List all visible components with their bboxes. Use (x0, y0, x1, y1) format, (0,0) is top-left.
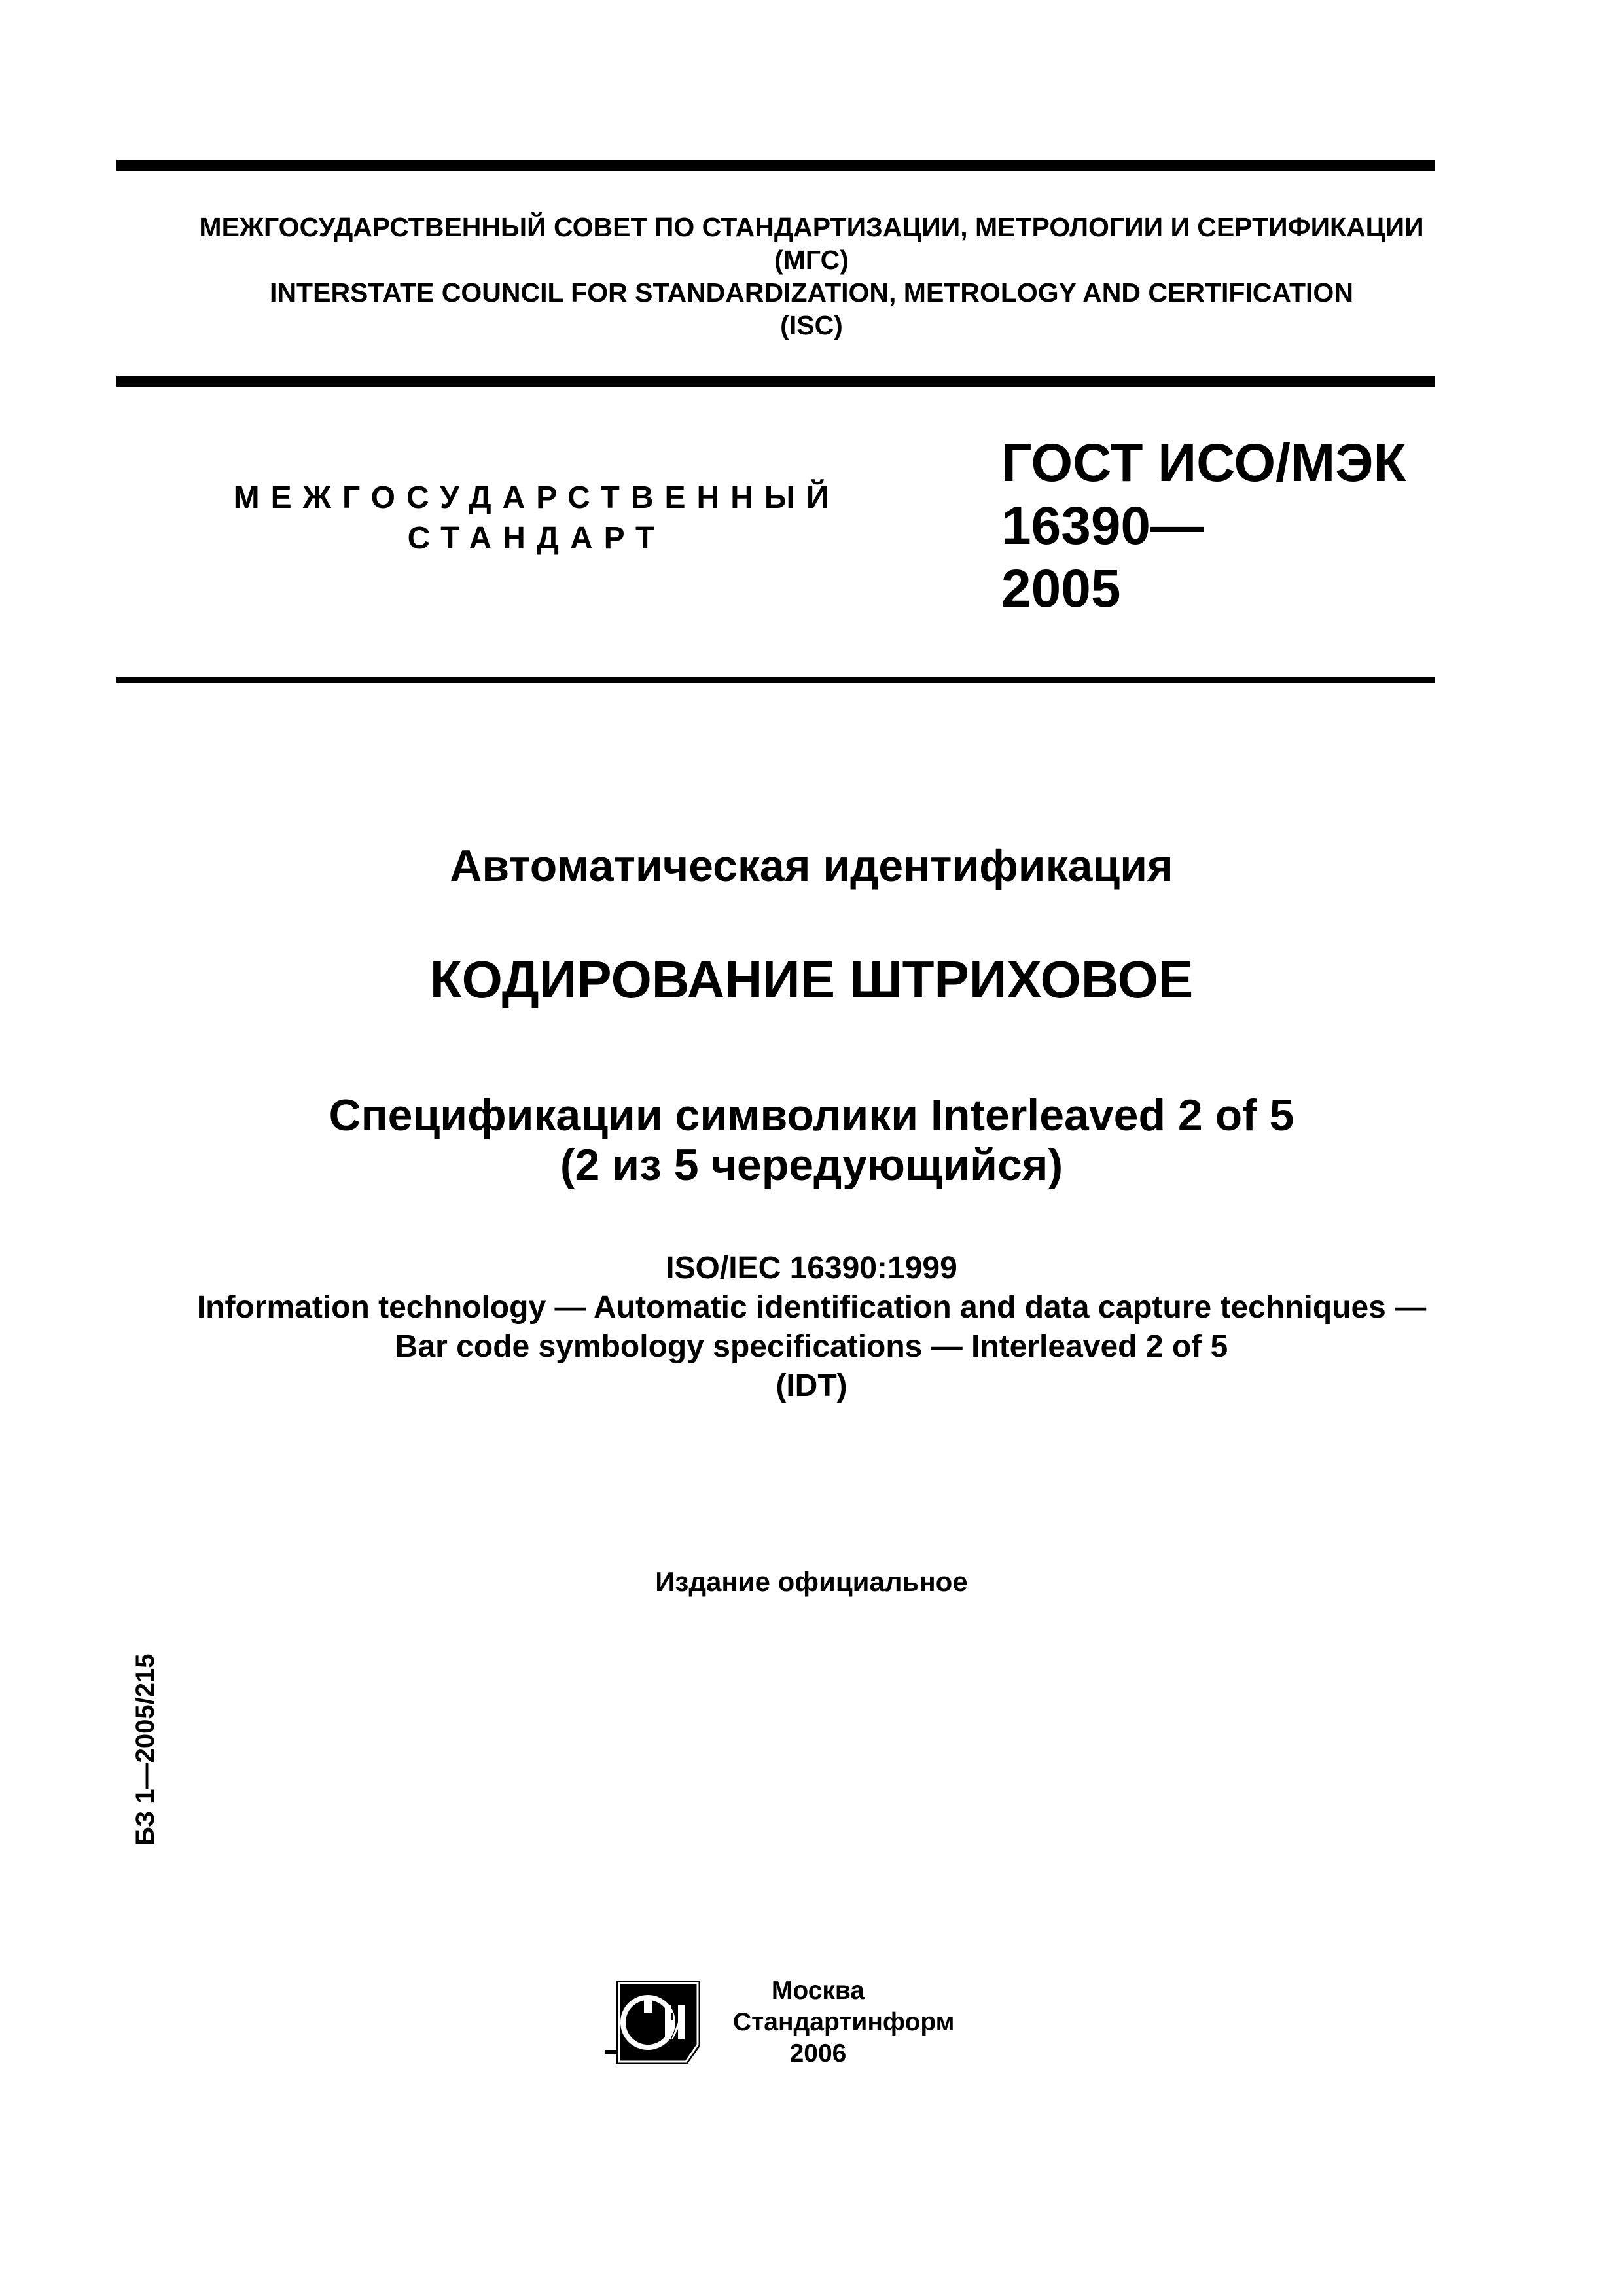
standard-kind-line2: СТАНДАРТ (407, 521, 666, 556)
publisher-year: 2006 (789, 2039, 847, 2068)
iso-number: ISO/IEC 16390:1999 (666, 1251, 957, 1285)
edition-label: Издание официальное (655, 1566, 968, 1597)
standard-designation (1001, 432, 1406, 620)
publisher-name: Стандартинформ (733, 2008, 955, 2036)
designation-line3: 2005 (1001, 559, 1121, 619)
designation-line2: 16390— (1001, 496, 1205, 556)
iso-title-line2: Bar code symbology specifications — Interleaved 2 of 5 (395, 1329, 1228, 1364)
standartinform-logo (605, 1977, 703, 2068)
standard-kind (223, 478, 851, 559)
side-registration-code: БЗ 1—2005/215 (131, 1653, 160, 1846)
council-abbr-ru: (МГС) (774, 245, 849, 275)
council-name-ru: МЕЖГОСУДАРСТВЕННЫЙ СОВЕТ ПО СТАНДАРТИЗАЦИИ, МЕТРОЛОГИИ И СЕРТИФИКАЦИИ (199, 212, 1424, 242)
title-part (0, 1090, 1623, 1190)
council-abbr-en: (ISC) (780, 310, 843, 340)
publisher-city: Москва (771, 1977, 865, 2005)
title-part-line1: Спецификации символики Interleaved 2 of 5 (329, 1090, 1294, 1140)
iso-title-line1: Information technology — Automatic identification and data capture techniques — (196, 1290, 1427, 1325)
title-main: КОДИРОВАНИЕ ШТРИХОВОЕ (429, 950, 1194, 1009)
iso-degree: (IDT) (776, 1369, 847, 1403)
designation-divider-rule (116, 677, 1435, 683)
top-rule (116, 160, 1435, 171)
title-subject: Автоматическая идентификация (450, 841, 1173, 891)
designation-line1: ГОСТ ИСО/МЭК (1001, 433, 1406, 493)
council-header (0, 211, 1623, 342)
header-divider-rule (116, 376, 1435, 387)
iso-reference (0, 1249, 1623, 1406)
title-part-line2: (2 из 5 чередующийся) (560, 1140, 1063, 1190)
council-name-en: INTERSTATE COUNCIL FOR STANDARDIZATION, METROLOGY AND CERTIFICATION (270, 278, 1353, 308)
publisher-imprint (733, 1975, 955, 2070)
standard-kind-line1: МЕЖГОСУДАРСТВЕННЫЙ (233, 480, 840, 515)
